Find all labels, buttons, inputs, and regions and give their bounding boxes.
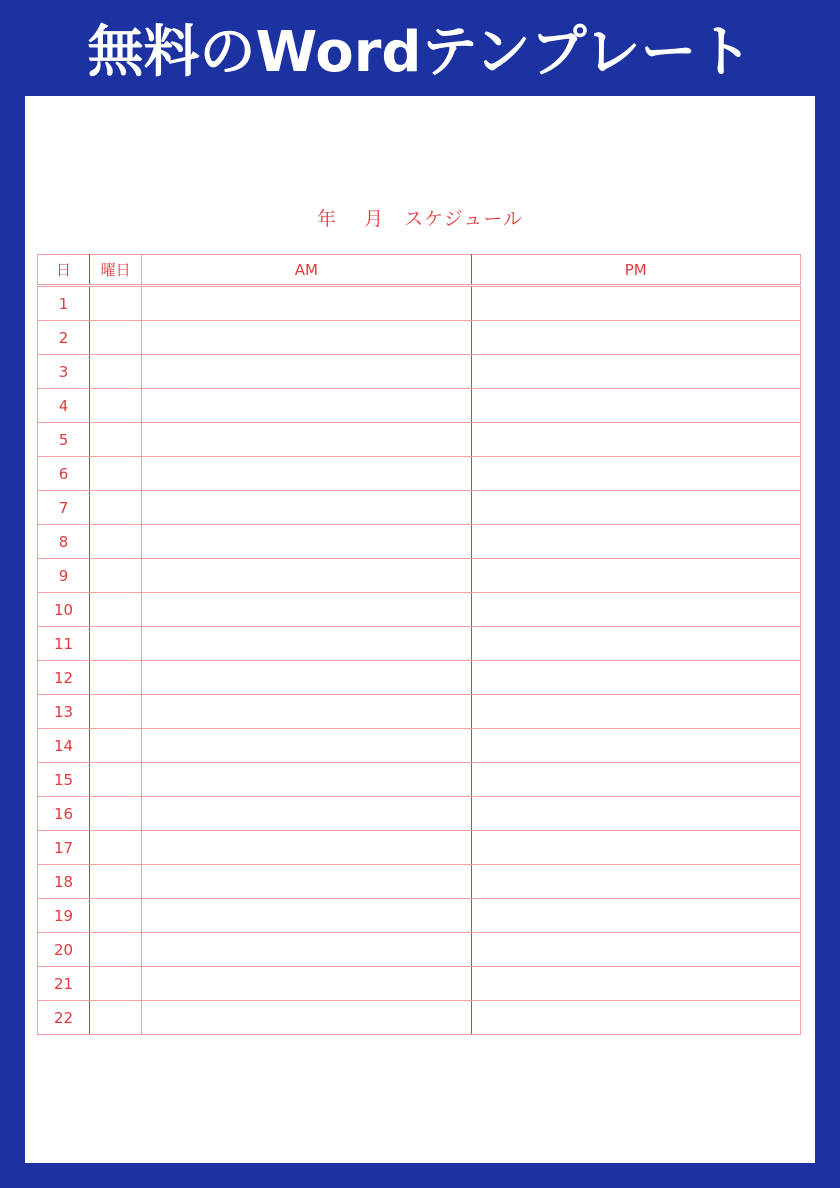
table-header-row <box>38 255 801 286</box>
am-cell[interactable] <box>142 559 471 593</box>
am-cell[interactable] <box>142 763 471 797</box>
day-number-cell: 13 <box>38 695 90 729</box>
schedule-table <box>37 254 801 1035</box>
weekday-cell[interactable] <box>90 321 142 355</box>
pm-cell[interactable] <box>471 286 800 321</box>
am-cell[interactable] <box>142 321 471 355</box>
am-cell[interactable] <box>142 457 471 491</box>
pm-cell[interactable] <box>471 899 800 933</box>
pm-cell[interactable] <box>471 457 800 491</box>
am-cell[interactable] <box>142 729 471 763</box>
am-cell[interactable] <box>142 286 471 321</box>
header-pm: PM <box>471 255 800 286</box>
table-row <box>38 321 801 355</box>
am-cell[interactable] <box>142 695 471 729</box>
weekday-cell[interactable] <box>90 457 142 491</box>
pm-cell[interactable] <box>471 763 800 797</box>
weekday-cell[interactable] <box>90 491 142 525</box>
table-row <box>38 525 801 559</box>
day-number-cell: 7 <box>38 491 90 525</box>
weekday-cell[interactable] <box>90 899 142 933</box>
document-page <box>25 96 815 1163</box>
day-number-cell: 16 <box>38 797 90 831</box>
pm-cell[interactable] <box>471 831 800 865</box>
weekday-cell[interactable] <box>90 627 142 661</box>
am-cell[interactable] <box>142 355 471 389</box>
table-row <box>38 797 801 831</box>
pm-cell[interactable] <box>471 729 800 763</box>
weekday-cell[interactable] <box>90 389 142 423</box>
header-day: 日 <box>38 255 90 286</box>
day-number-cell: 2 <box>38 321 90 355</box>
day-number-cell: 15 <box>38 763 90 797</box>
pm-cell[interactable] <box>471 933 800 967</box>
table-row <box>38 729 801 763</box>
day-number-cell: 12 <box>38 661 90 695</box>
table-row <box>38 559 801 593</box>
am-cell[interactable] <box>142 627 471 661</box>
table-row <box>38 899 801 933</box>
pm-cell[interactable] <box>471 967 800 1001</box>
table-row <box>38 355 801 389</box>
table-row <box>38 933 801 967</box>
day-number-cell: 18 <box>38 865 90 899</box>
am-cell[interactable] <box>142 661 471 695</box>
pm-cell[interactable] <box>471 661 800 695</box>
am-cell[interactable] <box>142 933 471 967</box>
pm-cell[interactable] <box>471 695 800 729</box>
table-row <box>38 491 801 525</box>
pm-cell[interactable] <box>471 593 800 627</box>
pm-cell[interactable] <box>471 797 800 831</box>
pm-cell[interactable] <box>471 627 800 661</box>
day-number-cell: 14 <box>38 729 90 763</box>
weekday-cell[interactable] <box>90 763 142 797</box>
table-row <box>38 423 801 457</box>
pm-cell[interactable] <box>471 865 800 899</box>
am-cell[interactable] <box>142 865 471 899</box>
weekday-cell[interactable] <box>90 286 142 321</box>
am-cell[interactable] <box>142 593 471 627</box>
table-row <box>38 967 801 1001</box>
table-row <box>38 1001 801 1035</box>
weekday-cell[interactable] <box>90 593 142 627</box>
pm-cell[interactable] <box>471 355 800 389</box>
table-row <box>38 457 801 491</box>
table-row <box>38 593 801 627</box>
weekday-cell[interactable] <box>90 1001 142 1035</box>
day-number-cell: 21 <box>38 967 90 1001</box>
template-banner-title: 無料のWordテンプレート <box>87 20 753 85</box>
am-cell[interactable] <box>142 1001 471 1035</box>
header-weekday: 曜日 <box>90 255 142 286</box>
pm-cell[interactable] <box>471 423 800 457</box>
weekday-cell[interactable] <box>90 865 142 899</box>
weekday-cell[interactable] <box>90 967 142 1001</box>
weekday-cell[interactable] <box>90 695 142 729</box>
pm-cell[interactable] <box>471 491 800 525</box>
day-number-cell: 3 <box>38 355 90 389</box>
am-cell[interactable] <box>142 831 471 865</box>
table-row <box>38 865 801 899</box>
am-cell[interactable] <box>142 525 471 559</box>
day-number-cell: 10 <box>38 593 90 627</box>
weekday-cell[interactable] <box>90 831 142 865</box>
am-cell[interactable] <box>142 491 471 525</box>
weekday-cell[interactable] <box>90 729 142 763</box>
day-number-cell: 11 <box>38 627 90 661</box>
am-cell[interactable] <box>142 423 471 457</box>
schedule-title: 年 月 スケジュール <box>317 208 523 230</box>
weekday-cell[interactable] <box>90 797 142 831</box>
day-number-cell: 19 <box>38 899 90 933</box>
am-cell[interactable] <box>142 389 471 423</box>
table-row <box>38 389 801 423</box>
table-row <box>38 763 801 797</box>
day-number-cell: 8 <box>38 525 90 559</box>
pm-cell[interactable] <box>471 525 800 559</box>
schedule-table-container <box>37 254 802 1027</box>
pm-cell[interactable] <box>471 321 800 355</box>
day-number-cell: 20 <box>38 933 90 967</box>
weekday-cell[interactable] <box>90 933 142 967</box>
am-cell[interactable] <box>142 797 471 831</box>
table-row <box>38 286 801 321</box>
pm-cell[interactable] <box>471 559 800 593</box>
schedule-body <box>38 286 801 1035</box>
day-number-cell: 1 <box>38 286 90 321</box>
weekday-cell[interactable] <box>90 559 142 593</box>
day-number-cell: 5 <box>38 423 90 457</box>
day-number-cell: 22 <box>38 1001 90 1035</box>
header-am: AM <box>142 255 471 286</box>
day-number-cell: 4 <box>38 389 90 423</box>
day-number-cell: 9 <box>38 559 90 593</box>
table-row <box>38 695 801 729</box>
pm-cell[interactable] <box>471 1001 800 1035</box>
am-cell[interactable] <box>142 967 471 1001</box>
am-cell[interactable] <box>142 899 471 933</box>
weekday-cell[interactable] <box>90 661 142 695</box>
day-number-cell: 6 <box>38 457 90 491</box>
pm-cell[interactable] <box>471 389 800 423</box>
day-number-cell: 17 <box>38 831 90 865</box>
weekday-cell[interactable] <box>90 355 142 389</box>
weekday-cell[interactable] <box>90 525 142 559</box>
table-row <box>38 831 801 865</box>
weekday-cell[interactable] <box>90 423 142 457</box>
table-row <box>38 661 801 695</box>
table-row <box>38 627 801 661</box>
